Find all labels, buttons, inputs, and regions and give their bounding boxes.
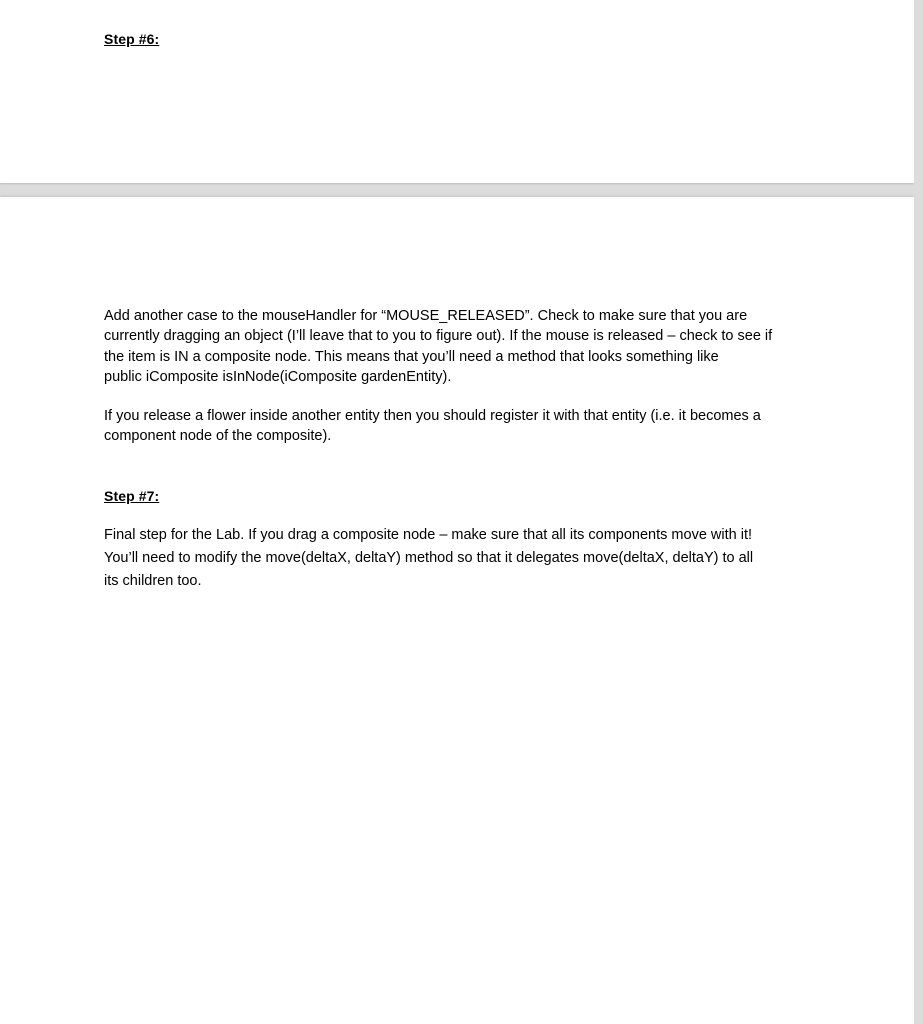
text-line: Add another case to the mouseHandler for “MOUSE_RELEASED”. Check to make sure that you are	[104, 308, 748, 324]
step-6-heading: Step #6:	[104, 31, 160, 47]
text-line: If you release a flower inside another entity then you should register it with that entity (i.e. it becomes a	[104, 408, 761, 424]
text-line: currently dragging an object (I’ll leave that to you to figure out). If the mouse is released – check to see if	[104, 328, 773, 345]
text-line: You’ll need to modify the move(deltaX, deltaY) method so that it delegates move(deltaX, deltaY) to all	[104, 550, 754, 566]
final-step-paragraph	[104, 524, 814, 593]
text-line: component node of the composite).	[104, 428, 332, 445]
step-7-heading: Step #7:	[104, 488, 160, 504]
page-gutter	[914, 0, 923, 1024]
text-line: public iComposite isInNode(iComposite gardenEntity).	[104, 368, 452, 385]
register-flower-paragraph	[104, 406, 814, 447]
text-line: the item is IN a composite node. This means that you’ll need a method that looks something like	[104, 348, 719, 365]
document-page-1	[0, 0, 914, 183]
mouse-released-paragraph	[104, 306, 814, 387]
text-line: its children too.	[104, 573, 202, 589]
text-line: Final step for the Lab. If you drag a composite node – make sure that all its components move with it!	[104, 527, 753, 543]
